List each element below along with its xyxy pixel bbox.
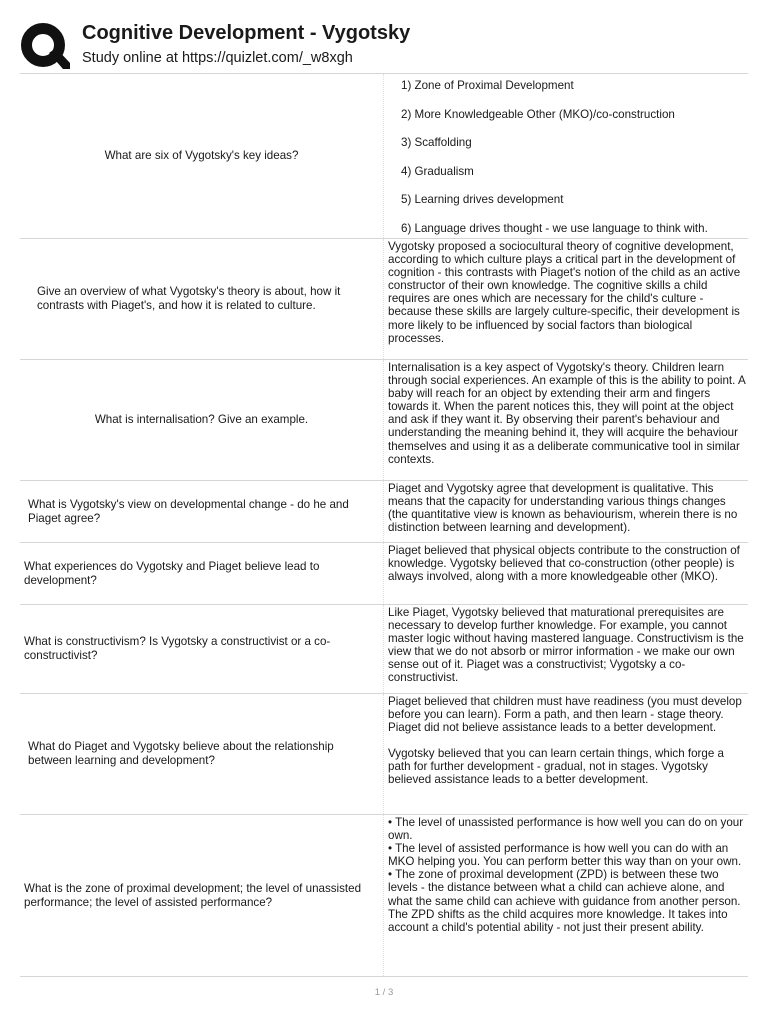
card-definition: Vygotsky proposed a sociocultural theory of cognitive development, according to which culture plays a critical part in the development of cognition - this contrasts with Piaget's notion of the child as an active constructor of their own knowledge. The cognitive skills a child requires are ones which are necessary for the child's culture - because these skills are largely culture-specific, their development is more likely to be influenced by social factors than biological processes. (383, 239, 748, 359)
card-term: What do Piaget and Vygotsky believe about the relationship between learning and development? (28, 740, 334, 767)
page-number: 1 / 3 (374, 987, 394, 998)
card-row (20, 74, 748, 239)
card-definition: Internalisation is a key aspect of Vygotsky's theory. Children learn through social experiences. An example of this is the ability to point. A baby will reach for an object by extending their arm and fingers towards it. When the parent notices this, they will point at the object and ask if they want it. By observing their parent's behaviour and understanding the meaning behind it, they will acquire the behaviour themselves and using it as a deliberate communicative tool in similar contexts. (383, 360, 748, 480)
card-row (20, 543, 748, 605)
card-term: Give an overview of what Vygotsky's theory is about, how it contrasts with Piaget's, and how it is related to culture. (37, 285, 341, 312)
page-title: Cognitive Development - Vygotsky (82, 22, 411, 44)
card-definition: 1) Zone of Proximal Development 2) More Knowledgeable Other (MKO)/co-construction 3) Scaffolding 4) Gradualism 5) Learning drives development 6) Language drives thought - we use language to think with. (383, 74, 748, 238)
card-term: What is internalisation? Give an example. (94, 413, 309, 426)
card-term: What is constructivism? Is Vygotsky a constructivist or a co-constructivist? (24, 635, 331, 662)
card-definition: Piaget and Vygotsky agree that development is qualitative. This means that the capacity for understanding various things changes (the quantitative view is known as behaviourism, wherein there is no distinction between learning and development). (383, 481, 748, 542)
page-header (20, 22, 750, 74)
card-row (20, 605, 748, 694)
card-row (20, 694, 748, 815)
card-definition: • The level of unassisted performance is how well you can do on your own. • The level of assisted performance is how well you can do with an MKO helping you. You can perform better this way than on your own. • The zone of proximal development (ZPD) is between these two levels - the distance between what a child can achieve alone, and what the same child can achieve with guidance from another person. The ZPD shifts as the child acquires more knowledge. It takes into account a child's potential ability - not just their present ability. (383, 815, 748, 976)
card-term: What is the zone of proximal development; the level of unassisted performance; the level of assisted performance? (24, 881, 362, 909)
card-definition: Like Piaget, Vygotsky believed that maturational prerequisites are necessary to develop further knowledge. For example, you cannot master logic without having mastered language. Constructivism is the view that we do not absorb or mirror information - we make our own sense out of it. Piaget was a constructivist; Vygotsky a co-constructivist. (383, 605, 748, 693)
card-row (20, 481, 748, 543)
study-link[interactable]: Study online at https://quizlet.com/_w8xgh (82, 50, 353, 66)
flashcard-table (20, 73, 748, 977)
card-definition: Piaget believed that physical objects contribute to the construction of knowledge. Vygotsky believed that co-construction (other people) is always involved, along with a more knowledgeable other (MKO). (383, 543, 748, 604)
card-term: What are six of Vygotsky's key ideas? (104, 149, 299, 162)
card-term: What experiences do Vygotsky and Piaget believe lead to development? (24, 559, 320, 587)
card-row (20, 815, 748, 977)
card-row (20, 239, 748, 360)
card-row (20, 360, 748, 481)
card-term: What is Vygotsky's view on developmental change - do he and Piaget agree? (28, 497, 349, 525)
card-definition: Piaget believed that children must have readiness (you must develop before you can learn). Form a path, and then learn - stage theory. Piaget did not believe assistance leads to a better development. Vygotsky believed that you can learn certain things, which forge a path for further development - gradual, not in stages. Vygotsky believed assistance leads to a better development. (383, 694, 748, 814)
quizlet-logo-icon[interactable] (20, 22, 70, 72)
